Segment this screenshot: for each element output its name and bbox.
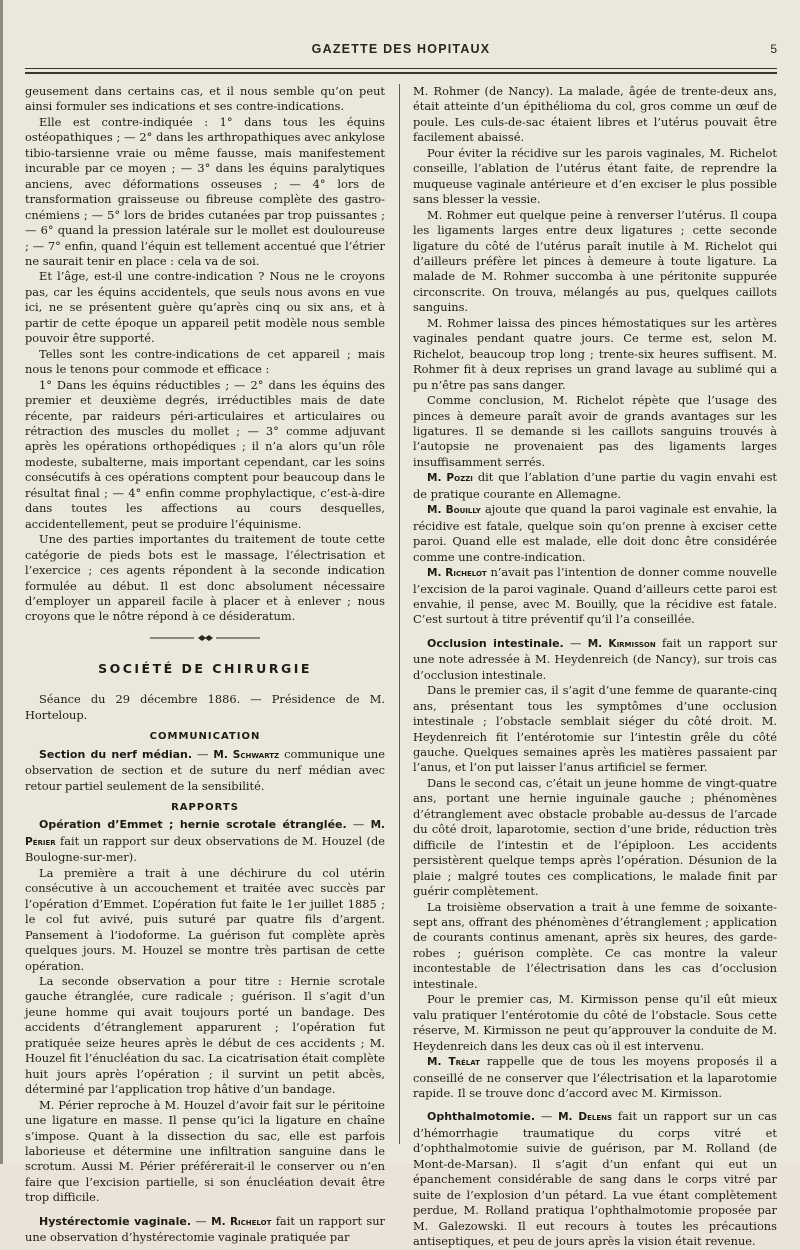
paragraph: Elle est contre-indiquée : 1° dans tous les équins ostéopathiques ; — 2° dans les arthropathiques avec ankylose tibio-tarsienne vraie ou même fausse, mais manifestement incurable par ce moyen ; — 3° dans les équins paralytiques anciens, avec déformations osseuses ; — 4° lors de transformation graisseuse ou fibreuse complète des gastro-cnémiens ; — 5° lors de brides cutanées par trop puissantes ; — 6° quand la pression latérale sur le mollet est douloureuse ; — 7° enfin, quand l’équin est tellement accentué que l’étrier ne saurait tenir en place : cela va de soi. bbox=[25, 114, 385, 268]
paragraph-lead: Occlusion intestinale. bbox=[427, 636, 564, 650]
subsection-heading: COMMUNICATION bbox=[149, 731, 261, 743]
spacer bbox=[413, 1101, 777, 1109]
paragraph-richelot bbox=[413, 565, 777, 628]
spacer bbox=[25, 1206, 385, 1214]
page-number: 5 bbox=[770, 42, 777, 56]
paragraph-text: fait un rapport sur une note adressée à M. Heydenreich (de Nancy), sur trois cas d’occlusion intestinale. bbox=[413, 635, 778, 682]
paragraph-lead: Ophthalmotomie. bbox=[427, 1110, 536, 1124]
paragraph: La troisième observation a trait à une femme de soixante-sept ans, offrant des phénomènes d’étranglement ; application de courants continus amenant, après six heures, des garde-robes ; guérison complète. Ce cas montre la valeur incontestable de l’électrisation dans les cas d’occlusion intestinale. bbox=[413, 899, 777, 991]
subsection-heading: RAPPORTS bbox=[171, 802, 239, 814]
paragraph: La première a trait à une déchirure du col utérin consécutive à un accouchement et traitée avec succès par l’opération d’Emmet. L’opération fut faite le 1er juillet 1885 ; le col fut avivé, puis suturé par quatre fils d’argent. Pansement à l’iodoforme. La guérison fut complète après quelques jours. M. Houzel se montre très partisan de cette opération. bbox=[25, 865, 385, 973]
paragraph: Comme conclusion, M. Richelot répète que l’usage des pinces à demeure paraît avoir de grands avantages sur les ligatures. Il se demande si les caillots sanguins trouvés à l’autopsie ne provenaient pas des ligaments larges insuffisamment serrés. bbox=[413, 393, 777, 469]
author-name: M. Delens bbox=[558, 1111, 613, 1124]
paragraph: Pour éviter la récidive sur les parois vaginales, M. Richelot conseille, l’ablation de l’utérus étant faite, de reprendre la muqueuse vaginale antérieure et d’en exciser le plus possible sans blesser la vessie. bbox=[413, 145, 777, 207]
author-name: M. Périer bbox=[25, 819, 385, 848]
paragraph-text: fait un rapport sur deux observations de M. Houzel (de Boulogne-sur-mer). bbox=[25, 833, 386, 865]
author-name: M. Richelot bbox=[427, 567, 487, 580]
paragraph: M. Rohmer (de Nancy). La malade, âgée de trente-deux ans, était atteinte d’un épithélioma du col, gros comme un œuf de poule. Les culs-de-sac étaient libres et l’utérus pouvait être facilement abaissé. bbox=[413, 84, 777, 145]
author-name: M. Bouilly bbox=[427, 504, 481, 517]
paragraph-text: fait un rapport sur un cas d’hémorrhagie traumatique du corps vitré et d’ophthalmotomie suivie de guérison, par M. Rolland (de Mont-de-Marsan). Il s’agit d’un enfant qui eut un épanchement considérable de sang dans le corps vitré par suite de l’explosion d’un pétard. La vue étant complètement perdue, M. Rolland pratiqua l’ophthalmotomie proposée par M. Galezowski. Il eut recours à toutes les précautions antiseptiques, et peu de jours après la vision était revenue. bbox=[413, 1109, 777, 1249]
author-name: M. Richelot bbox=[211, 1215, 272, 1228]
paragraph: M. Rohmer laissa des pinces hémostatiques sur les artères vaginales pendant quatre jours. Ce terme est, selon M. Richelot, beaucoup trop long ; trente-six heures suffisent. M. Rohmer fit à deux reprises un grand lavage au sublimé qui a pu n’être pas sans danger. bbox=[413, 315, 777, 392]
header-rule-thin bbox=[25, 68, 777, 69]
author-name: M. Schwartz bbox=[213, 748, 280, 761]
paragraph-text: ajoute que quand la paroi vaginale est envahie, la récidive est fatale, quelque soin qu’on prenne à exciser cette paroi. Quand elle est malade, elle doit donc être considérée comme une contre-indication. bbox=[413, 502, 778, 564]
column-divider bbox=[399, 84, 400, 1144]
paragraph: Et l’âge, est-il une contre-indication ? Nous ne le croyons pas, car les équins accidentels, que seuls nous avons en vue ici, ne se présentent guère qu’après cinq ou six ans, et à partir de cette époque un appareil petit modèle nous semble pouvoir être supporté. bbox=[25, 269, 385, 346]
paragraph-ophthalmotomie: Ophthalmotomie. — M. Delens fait un rapport sur un cas d’hémorrhagie traumatique du corps vitré et d’ophthalmotomie suivie de guérison, par M. Rolland (de Mont-de-Marsan). Il s’agit d’un enfant qui eut un épanchement considérable de sang dans le corps vitré par suite de l’explosion d’un pétard. La vue étant complètement perdue, M. Rolland pratiqua l’ophthalmotomie proposée par M. Galezowski. Il eut recours à toutes les précautions antiseptiques, et peu de jours après la vision était revenue. bbox=[413, 1109, 777, 1249]
paragraph-text: communique une observation de section et de suture du nerf médian avec retour partiel seulement de la sensibilité. bbox=[25, 746, 385, 793]
paragraph: geusement dans certains cas, et il nous semble qu’on peut ainsi formuler ses indications et ses contre-indications. bbox=[25, 84, 385, 114]
paragraph: Dans le premier cas, il s’agit d’une femme de quarante-cinq ans, présentant tous les symptômes d’une occlusion intestinale ; l’obstacle semblait siéger du côté droit. M. Heydenreich fit l’entérotomie sur l’intestin grêle du côté gauche. Quelques semaines après les matières passaient par l’anus, et l’on put laisser l’anus artificiel se fermer. bbox=[413, 683, 777, 775]
paragraph-lead: Opération d’Emmet ; hernie scrotale étranglée. bbox=[39, 818, 347, 832]
section-ornament bbox=[25, 633, 385, 643]
paragraph-emmet: Opération d’Emmet ; hernie scrotale étranglée. — M. Périer fait un rapport sur deux observations de M. Houzel (de Boulogne-sur-mer). bbox=[25, 817, 386, 865]
paragraph: Telles sont les contre-indications de cet appareil ; mais nous le tenons pour commode et efficace : bbox=[25, 346, 385, 377]
paragraph-text: dit que l’ablation d’une partie du vagin envahi est de pratique courante en Allemagne. bbox=[413, 470, 777, 501]
paragraph: M. Rohmer eut quelque peine à renverser l’utérus. Il coupa les ligaments larges entre deux ligatures ; cette seconde ligature du côté de l’utérus paraît inutile à M. Richelot qui d’ailleurs préfère let pinces à demeure à toute ligature. La malade de M. Rohmer succomba à une péritonite suppurée circonscrite. On trouva, mélangés au pus, quelques caillots sanguins. bbox=[413, 207, 777, 315]
author-name: M. Trélat bbox=[427, 1056, 480, 1069]
paragraph-text: rappelle que de tous les moyens proposés il a conseillé de ne conserver que l’électrisation et la laparotomie rapide. Il se trouve donc d’accord avec M. Kirmisson. bbox=[413, 1054, 777, 1100]
paragraph: La seconde observation a pour titre : Hernie scrotale gauche étranglée, cure radicale ; guérison. Il s’agit d’un jeune homme qui avait toujours porté un bandage. Des accidents d’étranglement apparurent ; l’opération fut pratiquée seize heures après le début de ces accidents ; M. Houzel fit l’énucléation du sac. La cicatrisation était complète huit jours après l’opération ; il survint un petit abcès, déterminé par l’application trop hâtive d’un bandage. bbox=[25, 974, 385, 1097]
paragraph-hysterectomie: Hystérectomie vaginale. — M. Richelot fait un rapport sur une observation d’hystérectomie vaginale pratiquée par bbox=[25, 1213, 385, 1245]
paragraph-nerf: Section du nerf médian. — M. Schwartz communique une observation de section et de suture du nerf médian avec retour partiel seulement de la sensibilité. bbox=[25, 746, 385, 793]
right-column bbox=[413, 84, 778, 1249]
paragraph: Dans le second cas, c’était un jeune homme de vingt-quatre ans, portant une hernie inguinale gauche ; phénomènes d’étranglement avec obstacle probable au-dessus de l’arcade du côté droit, laparotomie, section d’une bride, réduction très difficile de l’intestin et de l’épiploon. Les accidents persistèrent quelque temps après l’opération. Désunion de la plaie ; malgré toutes ces complications, le malade finit par guérir complètement. bbox=[413, 775, 777, 899]
section-title: SOCIÉTÉ DE CHIRURGIE bbox=[98, 660, 312, 676]
left-column bbox=[25, 84, 386, 1245]
spacer bbox=[413, 628, 777, 636]
page-header bbox=[25, 42, 777, 62]
header-rule-thick bbox=[25, 72, 777, 74]
paragraph-text: fait un rapport sur une observation d’hystérectomie vaginale pratiquée par bbox=[25, 1213, 385, 1245]
author-name: M. Kirmisson bbox=[587, 637, 656, 650]
author-name: M. Pozzi bbox=[427, 472, 473, 485]
paragraph: Une des parties importantes du traitement de toute cette catégorie de pieds bots est le massage, l’électrisation et l’exercice ; ces agents répondent à la seconde indication formulée au début. Il est donc absolument nécessaire d’employer un appareil facile à placer et à enlever ; nous croyons que le nôtre répond à ce désideratum. bbox=[25, 532, 385, 624]
paragraph-text: n’avait pas l’intention de donner comme nouvelle l’excision de la paroi vaginale. Quand d’ailleurs cette paroi est envahie, il pense, avec M. Bouilly, que la récidive est fatale. C’est surtout à titre préventif qu’il l’a conseillée. bbox=[413, 565, 777, 627]
ornament-rule-icon bbox=[150, 634, 260, 642]
paragraph-lead: Hystérectomie vaginale. bbox=[39, 1214, 192, 1228]
paragraph: Pour le premier cas, M. Kirmisson pense qu’il eût mieux valu pratiquer l’entérotomie du côté de l’obstacle. Sous cette réserve, M. Kirmisson ne peut qu’approuver la conduite de M. Heydenreich dans les deux cas où il est intervenu. bbox=[413, 992, 777, 1053]
paragraph-trelat bbox=[413, 1054, 777, 1101]
paragraph-lead: Section du nerf médian. bbox=[39, 747, 193, 761]
running-title: GAZETTE DES HOPITAUX bbox=[311, 42, 491, 56]
paragraph-occlusion: Occlusion intestinale. — M. Kirmisson fait un rapport sur une note adressée à M. Heydenreich (de Nancy), sur trois cas d’occlusion intestinale. bbox=[413, 635, 778, 682]
paragraph-bouilly bbox=[413, 502, 777, 565]
paragraph: M. Périer reproche à M. Houzel d’avoir fait sur le péritoine une ligature en masse. Il pense qu’ici la ligature en chaîne s’impose. Quant à la dissection du sac, elle est parfois laborieuse et détermine une infiltration sanguine dans le scrotum. Aussi M. Périer préférerait-il le conserver ou n’en faire que l’excision partielle, si son énucléation devait être trop difficile. bbox=[25, 1097, 385, 1205]
paragraph: 1° Dans les équins réductibles ; — 2° dans les équins des premier et deuxième degrés, irréductibles mais de date récente, par raideurs péri-articulaires et articulaires ou rétraction des muscles du mollet ; — 3° comme adjuvant après les opérations orthopédiques ; il n’a alors qu’un rôle modeste, subalterne, mais important cependant, car les soins consécutifs à ces opérations comptent pour beaucoup dans le résultat final ; — 4° enfin comme prophylactique, c’est-à-dire dans toutes les affections au cours desquelles, accidentellement, peut se produire l’équinisme. bbox=[25, 377, 385, 531]
seance-line: Séance du 29 décembre 1886. — Présidence de M. Horteloup. bbox=[25, 692, 385, 722]
paragraph-pozzi bbox=[413, 470, 777, 502]
